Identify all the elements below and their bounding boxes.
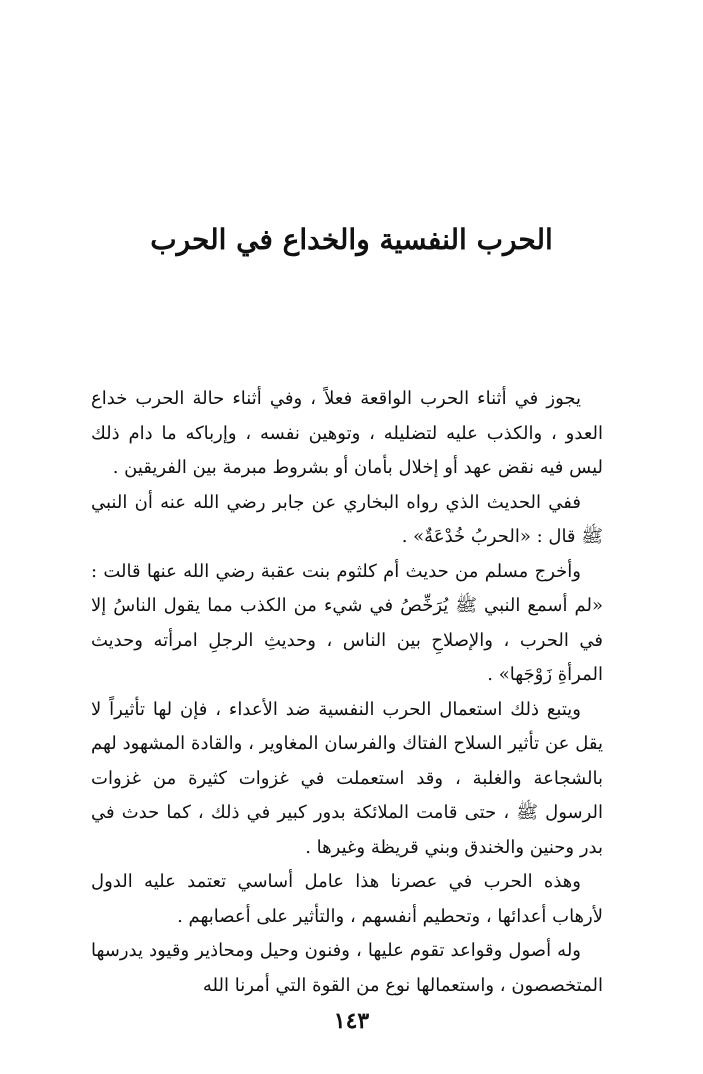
- paragraph: وهذه الحرب في عصرنا هذا عامل أساسي تعتمد عليه الدول لأرهاب أعدائها ، وتحطيم أنفسهم ، والتأثير على أعصابهم .: [91, 871, 603, 927]
- page-number: ١٤٣: [333, 1008, 370, 1034]
- paragraph: وله أصول وقواعد تقوم عليها ، وفنون وحيل ومحاذير وقيود يدرسها المتخصصون ، واستعمالها نوع من القوة التي أمرنا الله: [91, 940, 603, 996]
- paragraph: ففي الحديث الذي رواه البخاري عن جابر رضي الله عنه أن النبي ﷺ قال : «الحربُ خُدْعَةٌ» .: [91, 491, 603, 547]
- body-text: [91, 382, 603, 1003]
- paragraph: ويتبع ذلك استعمال الحرب النفسية ضد الأعداء ، فإن لها تأثيراً لا يقل عن تأثير السلاح الفتاك والفرسان المغاوير ، والقادة المشهود لهم بالشجاعة والغلبة ، وقد استعملت في غزوات كثيرة من غزوات الرسول ﷺ ، حتى قامت الملائكة بدور كبير في ذلك ، كما حدث في بدر وحنين والخندق وبني قريظة وغيرها .: [91, 698, 603, 858]
- paragraph: وأخرج مسلم من حديث أم كلثوم بنت عقبة رضي الله عنها قالت : «لم أسمع النبي ﷺ يُرَخِّصُ في شيء من الكذب مما يقول الناسُ إلا في الحرب ، والإصلاحِ بين الناس ، وحديثِ الرجلِ امرأته وحديث المرأةِ زَوْجَها» .: [91, 560, 603, 685]
- paragraph: يجوز في أثناء الحرب الواقعة فعلاً ، وفي أثناء حالة الحرب خداع العدو ، والكذب عليه لتضليله ، وتوهين نفسه ، وإرباكه ما دام ذلك ليس فيه نقض عهد أو إخلال بأمان أو بشروط مبرمة بين الفريقين .: [91, 388, 603, 478]
- chapter-title: الحرب النفسية والخداع في الحرب: [150, 223, 553, 256]
